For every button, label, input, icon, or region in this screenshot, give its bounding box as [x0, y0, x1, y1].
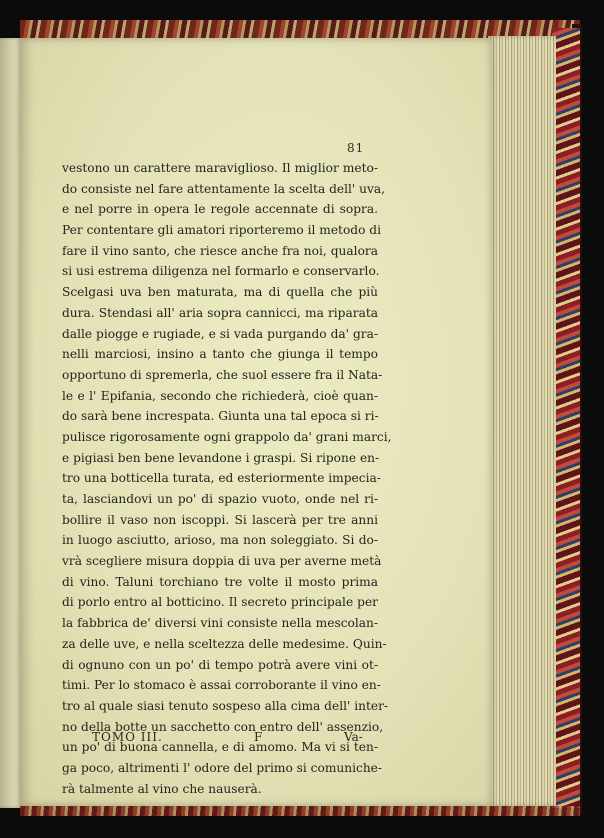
facing-page-edge [0, 38, 22, 808]
text-line: nelli marciosi, insino a tanto che giunga il tempo [62, 347, 378, 362]
text-line: Scelgasi uva ben maturata, ma di quella che più [62, 285, 378, 300]
volume-label: TOMO III. [92, 730, 163, 744]
text-line: no della botte un sacchetto con entro dell' assenzio, [62, 719, 384, 734]
text-line: di porlo entro al botticino. Il secreto principale per [62, 595, 378, 610]
text-line: do consiste nel fare attentamente la scelta dell' uva, [62, 181, 386, 196]
text-line: pulisce rigorosamente ogni grappolo da' grani marci, [62, 429, 392, 444]
text-line: le e l' Epifania, secondo che richiederà, cioè quan- [62, 388, 378, 403]
text-line: dura. Stendasi all' aria sopra cannicci, ma riparata [62, 305, 378, 320]
text-line: Per contentare gli amatori riporteremo il metodo di [62, 223, 381, 238]
page-stack-fore-edge [488, 36, 556, 806]
text-line: ta, lasciandovi un po' di spazio vuoto, onde nel ri- [62, 492, 378, 506]
text-line: di ognuno con un po' di tempo potrà avere vini ot- [62, 657, 378, 672]
text-line: do sarà bene increspata. Giunta una tal epoca si ri- [62, 409, 379, 424]
signature-mark: F [254, 730, 263, 744]
text-line: la fabbrica de' diversi vini consiste nella mescolan- [62, 616, 378, 631]
text-line: in luogo asciutto, arioso, ma non soleggiato. Si do- [62, 533, 378, 548]
catchword: Va- [344, 730, 363, 744]
text-line: e nel porre in opera le regole accennate di sopra. [62, 202, 378, 217]
text-line: bollire il vaso non iscoppi. Si lascerà per tre anni [62, 512, 378, 527]
marbled-bottom-edge [20, 806, 580, 816]
text-line: ga poco, altrimenti l' odore del primo si comuniche- [62, 760, 383, 775]
text-line: opportuno di spremerla, che suol essere fra il Nata- [62, 367, 383, 382]
text-line: tro al quale siasi tenuto sospeso alla cima dell' inter- [62, 698, 389, 713]
text-line: rà talmente al vino che nauserà. [62, 781, 262, 796]
body-text [62, 158, 392, 799]
text-line: dalle piogge e rugiade, e si vada purgando da' gra- [62, 326, 378, 341]
text-line: un po' di buona cannella, e di amomo. Ma vi si ten- [62, 740, 378, 755]
text-line: za delle uve, e nella sceltezza delle medesime. Quin- [62, 636, 387, 651]
text-line: di vino. Taluni torchiano tre volte il mosto prima [62, 574, 378, 589]
text-line: vrà scegliere misura doppia di uva per averne metà [62, 554, 382, 569]
text-line: timi. Per lo stomaco è assai corroborante il vino en- [62, 678, 381, 693]
text-line: fare il vino santo, che riesce anche fra noi, qualora [62, 243, 378, 258]
text-line: tro una botticella turata, ed esteriormente impecia- [62, 471, 381, 486]
text-line: e pigiasi ben bene levandone i graspi. Si ripone en- [62, 450, 380, 465]
text-line: vestono un carattere maraviglioso. Il miglior meto- [62, 161, 378, 175]
text-line: si usi estrema diligenza nel formarlo e conservarlo. [62, 264, 380, 279]
book-page [20, 38, 492, 806]
page-number: 81 [347, 141, 365, 155]
marbled-cover [552, 28, 580, 808]
